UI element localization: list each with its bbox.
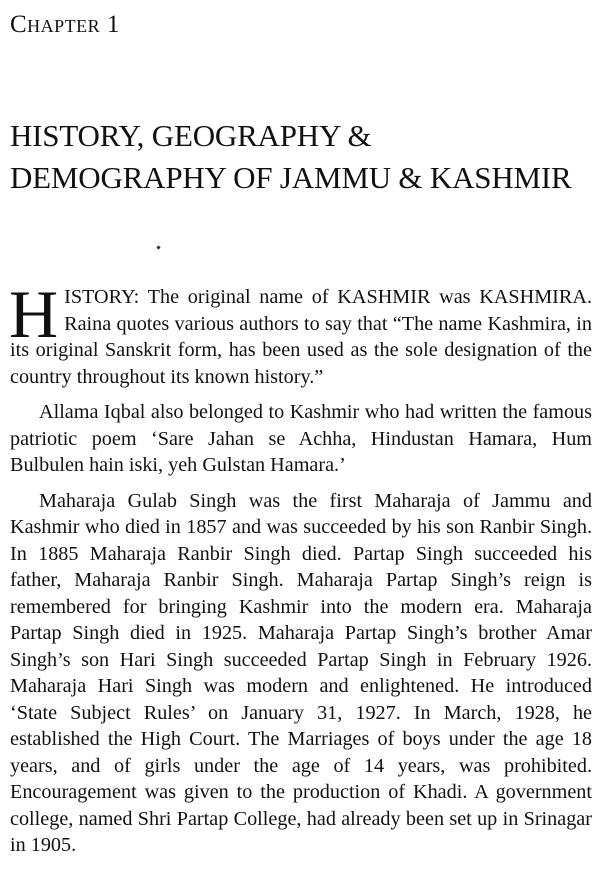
paragraph-3: Maharaja Gulab Singh was the first Maharaja of Jammu and Kashmir who died in 1857 and was succeeded by his son Ranbir Singh. In 1885 Maharaja Ranbir Singh died. Partap Singh succeeded his father, Maharaja Ranbir Singh. Maharaja Partap Singh’s reign is remembered for bringing Kashmir into the modern era. Maharaja Partap Singh died in 1925. Maharaja Partap Singh’s brother Amar Singh’s son Hari Singh succeeded Partap Singh in February 1926. Maharaja Hari Singh was modern and enlightened. He introduced ‘State Subject Rules’ on January 31, 1927. In March, 1928, he established the High Court. The Marriages of boys under the age 18 years, and of girls under the age of 14 years, was prohibited. Encouragement was given to the production of Khadi. A government college, named Shri Partap College, had already been set up in Srinagar in 1905. [10,489,592,856]
drop-cap: H [9,276,59,352]
stray-print-mark [156,245,160,249]
paragraph-1 [9,276,592,390]
paragraph-1-text: ISTORY: The original name of KASHMIR was KASHMIRA. Raina quotes various authors to say that “The name Kashmira, in its original Sanskrit form, has been used as the sole designation of the country throughout its known history.” [10,286,592,388]
paragraph-2: Allama Iqbal also belonged to Kashmir who had written the famous patriotic poem ‘Sare Jahan se Achha, Hindustan Hamara, Hum Bulbulen hain iski, yeh Gulstan Hamara.’ [10,401,592,476]
chapter-label: Chapter 1 [10,11,120,38]
chapter-title: HISTORY, GEOGRAPHY & DEMOGRAPHY OF JAMMU & KASHMIR [10,118,572,195]
chapter-body [9,276,592,868]
